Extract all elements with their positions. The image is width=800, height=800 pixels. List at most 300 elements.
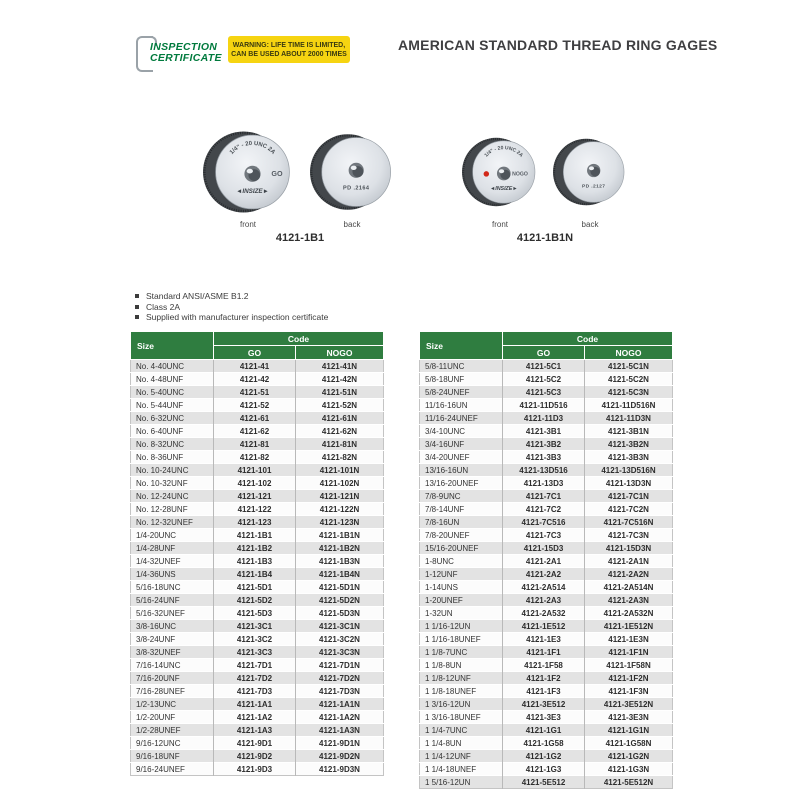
size-cell: 5/16-18UNC	[131, 581, 214, 594]
warning-line-1: WARNING: LIFE TIME IS LIMITED,	[232, 41, 346, 49]
nogo-code-cell: 4121-3B1N	[585, 425, 673, 438]
size-cell: 1 1/8-7UNC	[420, 646, 503, 659]
nogo-code-cell: 4121-9D2N	[296, 750, 384, 763]
table-row	[420, 594, 673, 607]
photo-caption-back: back	[581, 220, 599, 229]
table-row	[131, 516, 384, 529]
nogo-code-cell: 4121-5D1N	[296, 581, 384, 594]
go-code-cell: 4121-13D516	[503, 464, 585, 477]
product-photos	[0, 114, 800, 254]
table-body	[420, 360, 673, 789]
table-row	[420, 750, 673, 763]
go-code-cell: 4121-11D3	[503, 412, 585, 425]
column-header-go: GO	[503, 346, 585, 360]
table-row	[131, 646, 384, 659]
size-cell: 1 1/4-12UNF	[420, 750, 503, 763]
size-cell: No. 12-28UNF	[131, 503, 214, 516]
nogo-code-cell: 4121-1A1N	[296, 698, 384, 711]
size-cell: 1 1/8-12UNF	[420, 672, 503, 685]
size-cell: 3/8-32UNEF	[131, 646, 214, 659]
feature-item	[135, 302, 328, 313]
pd-marking: PD .2164	[342, 185, 370, 192]
photo-caption-front: front	[491, 220, 508, 229]
size-cell: 1 1/16-18UNEF	[420, 633, 503, 646]
go-code-cell: 4121-5C2	[503, 373, 585, 386]
nogo-code-cell: 4121-81N	[296, 438, 384, 451]
size-cell: 7/16-14UNC	[131, 659, 214, 672]
size-cell: 3/8-16UNC	[131, 620, 214, 633]
go-code-cell: 4121-7D2	[214, 672, 296, 685]
table-row	[131, 607, 384, 620]
table-row	[131, 360, 384, 373]
size-cell: 1/4-20UNC	[131, 529, 214, 542]
go-code-cell: 4121-1G2	[503, 750, 585, 763]
size-cell: No. 5-40UNC	[131, 386, 214, 399]
nogo-code-cell: 4121-1B1N	[296, 529, 384, 542]
nogo-code-cell: 4121-11D3N	[585, 412, 673, 425]
insize-brand-marking: ◄INSIZE►	[489, 185, 518, 192]
table-row	[131, 750, 384, 763]
size-cell: No. 5-44UNF	[131, 399, 214, 412]
go-code-cell: 4121-102	[214, 477, 296, 490]
table-row	[420, 373, 673, 386]
column-header-code: Code	[503, 332, 673, 346]
table-row	[420, 620, 673, 633]
product-code-nogo: 4121-1B1N	[516, 232, 574, 244]
nogo-code-cell: 4121-5C1N	[585, 360, 673, 373]
go-code-cell: 4121-2A514	[503, 581, 585, 594]
size-cell: 1/4-32UNEF	[131, 555, 214, 568]
size-cell: 1 1/16-12UN	[420, 620, 503, 633]
go-code-cell: 4121-1A3	[214, 724, 296, 737]
nogo-code-cell: 4121-122N	[296, 503, 384, 516]
table-row	[131, 698, 384, 711]
nogo-code-cell: 4121-61N	[296, 412, 384, 425]
size-cell: 13/16-20UNEF	[420, 477, 503, 490]
size-cell: 1 1/4-18UNEF	[420, 763, 503, 776]
size-cell: 7/8-14UNF	[420, 503, 503, 516]
nogo-code-cell: 4121-102N	[296, 477, 384, 490]
size-cell: 7/8-9UNC	[420, 490, 503, 503]
page-title: AMERICAN STANDARD THREAD RING GAGES	[398, 37, 718, 53]
logo-line-1: INSPECTION	[150, 41, 218, 53]
size-cell: 3/4-20UNEF	[420, 451, 503, 464]
size-cell: 1/4-28UNF	[131, 542, 214, 555]
nogo-code-cell: 4121-52N	[296, 399, 384, 412]
go-code-cell: 4121-3C3	[214, 646, 296, 659]
nogo-code-cell: 4121-101N	[296, 464, 384, 477]
feature-text: Supplied with manufacturer inspection certificate	[146, 312, 329, 322]
size-cell: 3/4-16UNF	[420, 438, 503, 451]
table-row	[131, 724, 384, 737]
size-cell: 9/16-24UNEF	[131, 763, 214, 776]
feature-text: Standard ANSI/ASME B1.2	[146, 291, 249, 301]
ring-gage-go-back	[310, 130, 394, 214]
bullet-square	[135, 305, 139, 309]
go-code-cell: 4121-7D1	[214, 659, 296, 672]
table-header	[420, 332, 673, 360]
size-cell: No. 4-40UNC	[131, 360, 214, 373]
nogo-code-cell: 4121-1B3N	[296, 555, 384, 568]
size-cell: 1/4-36UNS	[131, 568, 214, 581]
size-cell: 11/16-16UN	[420, 399, 503, 412]
nogo-code-cell: 4121-1G58N	[585, 737, 673, 750]
table-row	[420, 698, 673, 711]
size-cell: 5/8-18UNF	[420, 373, 503, 386]
table-row	[131, 490, 384, 503]
go-code-cell: 4121-7C2	[503, 503, 585, 516]
nogo-code-cell: 4121-1F2N	[585, 672, 673, 685]
nogo-code-cell: 4121-3C2N	[296, 633, 384, 646]
go-marking: GO	[271, 169, 283, 179]
table-row	[420, 542, 673, 555]
ring-gage-nogo-front	[462, 134, 538, 210]
nogo-gage-back-photo	[553, 135, 627, 209]
table-row	[420, 490, 673, 503]
table-header	[131, 332, 384, 360]
go-code-cell: 4121-1B2	[214, 542, 296, 555]
nogo-code-cell: 4121-7C516N	[585, 516, 673, 529]
nogo-code-cell: 4121-62N	[296, 425, 384, 438]
size-cell: 9/16-18UNF	[131, 750, 214, 763]
nogo-code-cell: 4121-2A532N	[585, 607, 673, 620]
go-code-cell: 4121-2A1	[503, 555, 585, 568]
go-code-cell: 4121-2A532	[503, 607, 585, 620]
go-code-cell: 4121-1A2	[214, 711, 296, 724]
go-code-cell: 4121-7C3	[503, 529, 585, 542]
go-code-cell: 4121-52	[214, 399, 296, 412]
nogo-code-cell: 4121-3B3N	[585, 451, 673, 464]
nogo-code-cell: 4121-7C3N	[585, 529, 673, 542]
nogo-code-cell: 4121-1A3N	[296, 724, 384, 737]
nogo-code-cell: 4121-9D3N	[296, 763, 384, 776]
table-row	[420, 516, 673, 529]
size-cell: 1 1/4-8UN	[420, 737, 503, 750]
column-header-size: Size	[131, 332, 214, 360]
feature-text: Class 2A	[146, 301, 181, 312]
table-row	[420, 659, 673, 672]
nogo-code-cell: 4121-1E3N	[585, 633, 673, 646]
go-code-cell: 4121-7D3	[214, 685, 296, 698]
go-code-cell: 4121-9D2	[214, 750, 296, 763]
table-row	[420, 464, 673, 477]
ring-size-marking: 1/4" - 20 UNC 2A	[228, 140, 276, 156]
feature-list	[135, 291, 328, 323]
bullet-square	[135, 315, 139, 319]
size-cell: 5/16-24UNF	[131, 594, 214, 607]
size-cell: 7/8-16UN	[420, 516, 503, 529]
go-code-cell: 4121-1B3	[214, 555, 296, 568]
table-row	[131, 412, 384, 425]
nogo-code-cell: 4121-1E512N	[585, 620, 673, 633]
nogo-code-cell: 4121-3B2N	[585, 438, 673, 451]
go-code-cell: 4121-1G1	[503, 724, 585, 737]
table-row	[420, 763, 673, 776]
table-row	[131, 568, 384, 581]
table-row	[420, 529, 673, 542]
size-cell: 7/16-28UNEF	[131, 685, 214, 698]
bullet-square	[135, 294, 139, 298]
go-code-cell: 4121-42	[214, 373, 296, 386]
size-cell: 1 1/8-8UN	[420, 659, 503, 672]
go-code-cell: 4121-3B1	[503, 425, 585, 438]
insize-brand-marking: ◄INSIZE►	[236, 188, 269, 196]
go-code-cell: 4121-3C1	[214, 620, 296, 633]
column-header-go: GO	[214, 346, 296, 360]
size-cell: 7/8-20UNEF	[420, 529, 503, 542]
size-cell: 3/4-10UNC	[420, 425, 503, 438]
size-cell: No. 12-24UNC	[131, 490, 214, 503]
go-code-cell: 4121-5C1	[503, 360, 585, 373]
table-row	[420, 581, 673, 594]
go-code-cell: 4121-1G58	[503, 737, 585, 750]
column-header-nogo: NOGO	[296, 346, 384, 360]
table-row	[420, 477, 673, 490]
feature-item	[135, 312, 328, 323]
go-code-cell: 4121-3B2	[503, 438, 585, 451]
size-cell: No. 6-32UNC	[131, 412, 214, 425]
size-cell: 1 3/16-12UN	[420, 698, 503, 711]
table-row	[131, 438, 384, 451]
nogo-code-cell: 4121-7D2N	[296, 672, 384, 685]
nogo-code-cell: 4121-42N	[296, 373, 384, 386]
table-row	[131, 659, 384, 672]
size-cell: 1-12UNF	[420, 568, 503, 581]
go-code-cell: 4121-5D3	[214, 607, 296, 620]
size-cell: 9/16-12UNC	[131, 737, 214, 750]
nogo-code-cell: 4121-3C3N	[296, 646, 384, 659]
nogo-code-cell: 4121-3E512N	[585, 698, 673, 711]
nogo-code-cell: 4121-7D3N	[296, 685, 384, 698]
size-cell: 11/16-24UNEF	[420, 412, 503, 425]
nogo-code-cell: 4121-2A1N	[585, 555, 673, 568]
go-code-cell: 4121-13D3	[503, 477, 585, 490]
table-row	[420, 451, 673, 464]
go-code-cell: 4121-5D2	[214, 594, 296, 607]
table-row	[131, 451, 384, 464]
go-code-cell: 4121-5D1	[214, 581, 296, 594]
go-code-cell: 4121-81	[214, 438, 296, 451]
table-row	[131, 594, 384, 607]
size-cell: 1 1/8-18UNEF	[420, 685, 503, 698]
nogo-code-cell: 4121-13D3N	[585, 477, 673, 490]
table-row	[131, 581, 384, 594]
table-row	[420, 633, 673, 646]
go-code-cell: 4121-122	[214, 503, 296, 516]
table-row	[131, 542, 384, 555]
go-code-cell: 4121-3E512	[503, 698, 585, 711]
nogo-code-cell: 4121-121N	[296, 490, 384, 503]
table-row	[131, 633, 384, 646]
size-cell: 1-14UNS	[420, 581, 503, 594]
go-gage-front-photo	[203, 127, 293, 217]
nogo-code-cell: 4121-5C2N	[585, 373, 673, 386]
pd-marking: PD .2127	[582, 184, 606, 190]
go-code-cell: 4121-123	[214, 516, 296, 529]
size-cell: 1/2-20UNF	[131, 711, 214, 724]
size-cell: 1-8UNC	[420, 555, 503, 568]
warning-label	[228, 36, 350, 63]
go-code-cell: 4121-1A1	[214, 698, 296, 711]
go-code-cell: 4121-5C3	[503, 386, 585, 399]
go-code-cell: 4121-101	[214, 464, 296, 477]
go-code-cell: 4121-11D516	[503, 399, 585, 412]
go-code-cell: 4121-1B4	[214, 568, 296, 581]
table-row	[131, 620, 384, 633]
table-row	[420, 724, 673, 737]
go-code-cell: 4121-1E3	[503, 633, 585, 646]
go-code-cell: 4121-9D3	[214, 763, 296, 776]
nogo-code-cell: 4121-5D2N	[296, 594, 384, 607]
go-code-cell: 4121-1E512	[503, 620, 585, 633]
table-row	[420, 607, 673, 620]
table-row	[131, 464, 384, 477]
go-code-cell: 4121-7C516	[503, 516, 585, 529]
go-code-cell: 4121-3B3	[503, 451, 585, 464]
go-code-cell: 4121-2A2	[503, 568, 585, 581]
size-cell: 15/16-20UNEF	[420, 542, 503, 555]
column-header-size: Size	[420, 332, 503, 360]
nogo-code-cell: 4121-41N	[296, 360, 384, 373]
nogo-code-cell: 4121-1G1N	[585, 724, 673, 737]
size-cell: 1 3/16-18UNEF	[420, 711, 503, 724]
table-row	[420, 737, 673, 750]
go-code-cell: 4121-1G3	[503, 763, 585, 776]
nogo-red-dot	[484, 171, 489, 176]
size-cell: No. 4-48UNF	[131, 373, 214, 386]
go-code-cell: 4121-41	[214, 360, 296, 373]
product-code-go: 4121-1B1	[275, 232, 325, 244]
size-cell: 7/16-20UNF	[131, 672, 214, 685]
go-code-cell: 4121-1F2	[503, 672, 585, 685]
table-row	[131, 529, 384, 542]
table-row	[420, 685, 673, 698]
column-header-code: Code	[214, 332, 384, 346]
table-row	[420, 438, 673, 451]
nogo-code-cell: 4121-7C1N	[585, 490, 673, 503]
go-code-cell: 4121-1F3	[503, 685, 585, 698]
nogo-code-cell: 4121-7D1N	[296, 659, 384, 672]
size-cell: No. 10-24UNC	[131, 464, 214, 477]
table-row	[131, 737, 384, 750]
go-code-cell: 4121-7C1	[503, 490, 585, 503]
go-code-cell: 4121-3E3	[503, 711, 585, 724]
table-row	[131, 672, 384, 685]
go-code-cell: 4121-5E512	[503, 776, 585, 789]
nogo-code-cell: 4121-3C1N	[296, 620, 384, 633]
nogo-code-cell: 4121-3E3N	[585, 711, 673, 724]
nogo-code-cell: 4121-1F58N	[585, 659, 673, 672]
size-cell: No. 10-32UNF	[131, 477, 214, 490]
nogo-code-cell: 4121-5E512N	[585, 776, 673, 789]
column-header-nogo: NOGO	[585, 346, 673, 360]
nogo-code-cell: 4121-123N	[296, 516, 384, 529]
nogo-code-cell: 4121-1B4N	[296, 568, 384, 581]
table-row	[131, 503, 384, 516]
nogo-marking: NOGO	[512, 171, 528, 178]
go-code-cell: 4121-51	[214, 386, 296, 399]
table-row	[131, 386, 384, 399]
gage-code-table-left	[130, 331, 384, 776]
table-row	[131, 711, 384, 724]
nogo-code-cell: 4121-1G2N	[585, 750, 673, 763]
size-cell: No. 8-36UNF	[131, 451, 214, 464]
nogo-code-cell: 4121-15D3N	[585, 542, 673, 555]
go-code-cell: 4121-1B1	[214, 529, 296, 542]
nogo-code-cell: 4121-1B2N	[296, 542, 384, 555]
table-row	[420, 503, 673, 516]
nogo-code-cell: 4121-2A514N	[585, 581, 673, 594]
nogo-code-cell: 4121-1G3N	[585, 763, 673, 776]
size-cell: No. 8-32UNC	[131, 438, 214, 451]
certificate-logo-text	[150, 42, 222, 64]
size-cell: 13/16-16UN	[420, 464, 503, 477]
nogo-code-cell: 4121-51N	[296, 386, 384, 399]
size-cell: 1 1/4-7UNC	[420, 724, 503, 737]
nogo-code-cell: 4121-7C2N	[585, 503, 673, 516]
table-row	[131, 685, 384, 698]
nogo-code-cell: 4121-1A2N	[296, 711, 384, 724]
go-code-cell: 4121-1F1	[503, 646, 585, 659]
table-row	[420, 555, 673, 568]
table-row	[131, 425, 384, 438]
nogo-code-cell: 4121-5D3N	[296, 607, 384, 620]
table-row	[131, 399, 384, 412]
nogo-code-cell: 4121-11D516N	[585, 399, 673, 412]
go-code-cell: 4121-61	[214, 412, 296, 425]
go-code-cell: 4121-82	[214, 451, 296, 464]
table-row	[420, 425, 673, 438]
nogo-code-cell: 4121-5C3N	[585, 386, 673, 399]
go-code-cell: 4121-62	[214, 425, 296, 438]
size-cell: 1-20UNEF	[420, 594, 503, 607]
size-cell: 3/8-24UNF	[131, 633, 214, 646]
photo-caption-front: front	[239, 220, 256, 229]
go-code-cell: 4121-1F58	[503, 659, 585, 672]
table-row	[420, 412, 673, 425]
size-cell: 1/2-13UNC	[131, 698, 214, 711]
nogo-code-cell: 4121-1F3N	[585, 685, 673, 698]
table-row	[420, 386, 673, 399]
size-cell: 1-32UN	[420, 607, 503, 620]
table-row	[420, 672, 673, 685]
gage-code-table-right	[419, 331, 673, 789]
nogo-code-cell: 4121-1F1N	[585, 646, 673, 659]
go-code-cell: 4121-3C2	[214, 633, 296, 646]
nogo-code-cell: 4121-2A2N	[585, 568, 673, 581]
table-body	[131, 360, 384, 776]
nogo-gage-front-photo	[462, 134, 538, 210]
go-code-cell: 4121-9D1	[214, 737, 296, 750]
size-cell: 1 5/16-12UN	[420, 776, 503, 789]
table-row	[131, 555, 384, 568]
ring-gage-go-front	[203, 127, 293, 217]
go-code-cell: 4121-121	[214, 490, 296, 503]
table-row	[420, 360, 673, 373]
table-row	[420, 646, 673, 659]
feature-item	[135, 291, 328, 302]
warning-line-2: CAN BE USED ABOUT 2000 TIMES	[231, 50, 347, 58]
size-cell: No. 12-32UNEF	[131, 516, 214, 529]
nogo-code-cell: 4121-13D516N	[585, 464, 673, 477]
table-row	[131, 763, 384, 776]
go-gage-back-photo	[310, 130, 394, 214]
nogo-code-cell: 4121-2A3N	[585, 594, 673, 607]
table-row	[131, 477, 384, 490]
logo-line-2: CERTIFICATE	[150, 52, 222, 64]
ring-gage-nogo-back	[553, 135, 627, 209]
table-row	[420, 776, 673, 789]
